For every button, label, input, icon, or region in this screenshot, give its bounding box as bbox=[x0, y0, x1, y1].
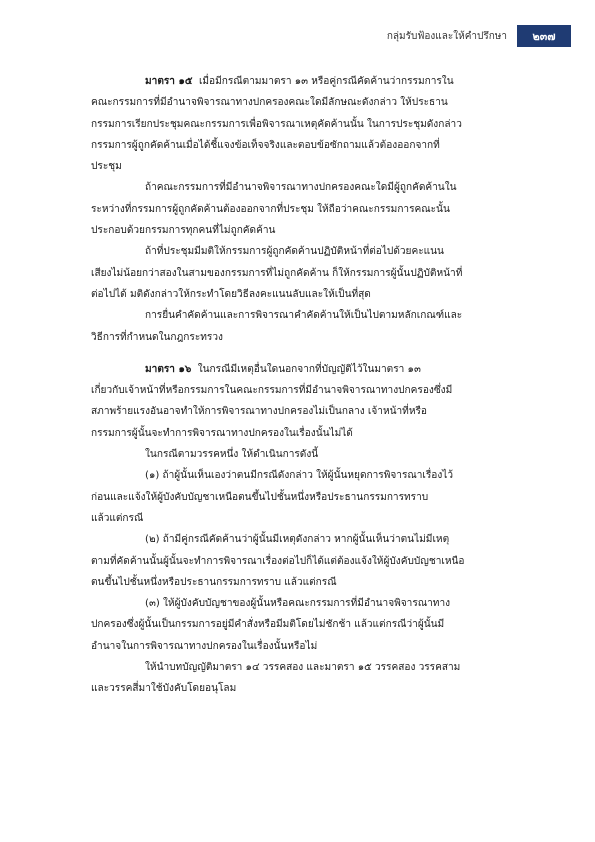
section-16-line-1 bbox=[91, 359, 521, 380]
document-body bbox=[91, 71, 521, 700]
section-15-para-3-line-3: ต่อไปได้ มติดังกล่าวให้กระทำโดยวิธีลงคะแนนลับและให้เป็นที่สุด bbox=[91, 288, 371, 300]
section-15-para-3-line-1: ถ้าที่ประชุมมีมติให้กรรมการผู้ถูกคัดค้านปฏิบัติหน้าที่ต่อไปด้วยคะแนน bbox=[145, 246, 444, 258]
section-16-item-1-line-2: ก่อนและแจ้งให้ผู้บังคับบัญชาเหนือตนขึ้นไปชั้นหนึ่งหรือประธานกรรมการทราบ bbox=[91, 491, 429, 503]
section-15-line-4: กรรมการผู้ถูกคัดค้านเมื่อได้ชี้แจงข้อเท็จจริงและตอบข้อซักถามแล้วต้องออกจากที่ bbox=[91, 139, 440, 151]
section-15-line-1 bbox=[91, 71, 521, 92]
section-16-item-2-line-3: ตนขึ้นไปชั้นหนึ่งหรือประธานกรรมการทราบ แล้วแต่กรณี bbox=[91, 576, 337, 588]
section-16-line-3: สภาพร้ายแรงอันอาจทำให้การพิจารณาทางปกครองไม่เป็นกลาง เจ้าหน้าที่หรือ bbox=[91, 406, 427, 418]
section-15-line-2: คณะกรรมการที่มีอำนาจพิจารณาทางปกครองคณะใดมีลักษณะดังกล่าว ให้ประธาน bbox=[91, 97, 448, 109]
section-16-item-3-line-3: อำนาจในการพิจารณาทางปกครองในเรื่องนั้นหรือไม่ bbox=[91, 640, 318, 652]
section-15-para-4-line-2: วิธีการที่กำหนดในกฎกระทรวง bbox=[91, 331, 223, 343]
section-16-item-1-line-1: (๑) ถ้าผู้นั้นเห็นเองว่าตนมีกรณีดังกล่าว ให้ผู้นั้นหยุดการพิจารณาเรื่องไว้ bbox=[145, 470, 454, 482]
section-16-item-3-line-2: ปกครองซึ่งผู้นั้นเป็นกรรมการอยู่มีคำสั่งหรือมีมติโดยไม่ชักช้า แล้วแต่กรณีว่าผู้นั้นมี bbox=[91, 619, 445, 631]
page-number-badge: ๒๓๗ bbox=[517, 25, 571, 47]
section-15-para-3-line-2: เสียงไม่น้อยกว่าสองในสามของกรรมการที่ไม่ถูกคัดค้าน ก็ให้กรรมการผู้นั้นปฏิบัติหน้าที่ bbox=[91, 267, 463, 279]
section-15-line-5: ประชุม bbox=[91, 161, 122, 173]
section-15-para-2-line-1: ถ้าคณะกรรมการที่มีอำนาจพิจารณาทางปกครองคณะใดมีผู้ถูกคัดค้านใน bbox=[145, 182, 457, 194]
section-15-heading: มาตรา ๑๕ bbox=[145, 76, 193, 87]
section-15-line-1-text: เมื่อมีกรณีตามมาตรา ๑๓ หรือคู่กรณีคัดค้านว่ากรรมการใน bbox=[198, 76, 454, 87]
section-16-item-1-line-3: แล้วแต่กรณี bbox=[91, 512, 144, 524]
section-15-para-2-line-2: ระหว่างที่กรรมการผู้ถูกคัดค้านต้องออกจากที่ประชุม ให้ถือว่าคณะกรรมการคณะนั้น bbox=[91, 203, 450, 215]
section-16-line-4: กรรมการผู้นั้นจะทำการพิจารณาทางปกครองในเรื่องนั้นไม่ได้ bbox=[91, 427, 353, 439]
section-16-line-1-text: ในกรณีมีเหตุอื่นใดนอกจากที่บัญญัติไว้ในมาตรา ๑๓ bbox=[197, 363, 421, 375]
section-16-para-3-line-1: ให้นำบทบัญญัติมาตรา ๑๔ วรรคสอง และมาตรา ๑๕ วรรคสอง วรรคสาม bbox=[145, 662, 461, 674]
section-16-line-2: เกี่ยวกับเจ้าหน้าที่หรือกรรมการในคณะกรรมการที่มีอำนาจพิจารณาทางปกครองซึ่งมี bbox=[91, 385, 453, 397]
section-16-heading: มาตรา ๑๖ bbox=[145, 363, 192, 375]
section-16-item-2-line-2: ตามที่คัดค้านนั้นผู้นั้นจะทำการพิจารณาเรื่องต่อไปก็ได้แต่ต้องแจ้งให้ผู้บังคับบัญชาเหนือ bbox=[91, 555, 465, 567]
section-16-item-3-line-1: (๓) ให้ผู้บังคับบัญชาของผู้นั้นหรือคณะกรรมการที่มีอำนาจพิจารณาทาง bbox=[145, 598, 451, 610]
section-16-para-2: ในกรณีตามวรรคหนึ่ง ให้ดำเนินการดังนี้ bbox=[145, 449, 319, 461]
section-16-para-3-line-2: และวรรคสี่มาใช้บังคับโดยอนุโลม bbox=[91, 683, 237, 695]
section-16-item-2-line-1: (๒) ถ้ามีคู่กรณีคัดค้านว่าผู้นั้นมีเหตุดังกล่าว หากผู้นั้นเห็นว่าตนไม่มีเหตุ bbox=[145, 534, 450, 546]
section-15-para-2-line-3: ประกอบด้วยกรรมการทุกคนที่ไม่ถูกคัดค้าน bbox=[91, 225, 276, 237]
page-header bbox=[387, 24, 571, 48]
header-title: กลุ่มรับฟ้องและให้คำปรึกษา bbox=[386, 30, 507, 42]
section-15-para-4-line-1: การยื่นคำคัดค้านและการพิจารณาคำคัดค้านให้เป็นไปตามหลักเกณฑ์และ bbox=[145, 310, 463, 322]
section-15-line-3: กรรมการเรียกประชุมคณะกรรมการเพื่อพิจารณาเหตุคัดค้านนั้น ในการประชุมดังกล่าว bbox=[91, 118, 462, 130]
